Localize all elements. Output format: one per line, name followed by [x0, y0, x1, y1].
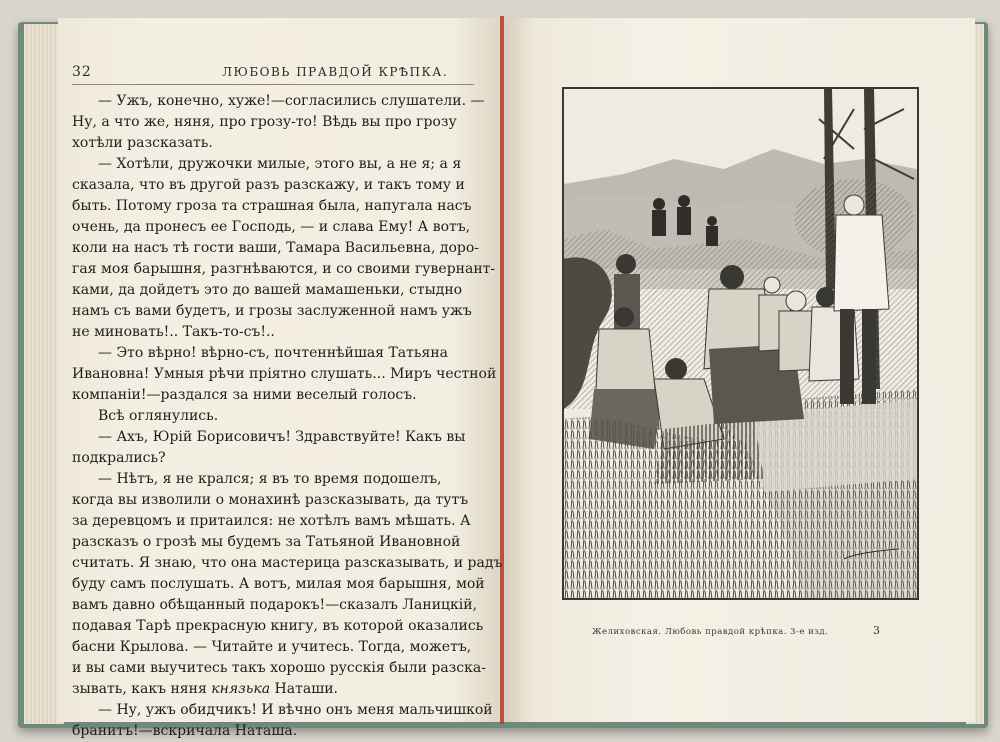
text-line: [72, 175, 474, 196]
text-line-emphasis: князька: [211, 681, 271, 697]
text-line: [72, 595, 478, 616]
text-line: [72, 616, 484, 637]
page-number: 32: [72, 64, 92, 80]
text-line-content: — Ужъ, конечно, хуже!—согласились слушатели. —: [98, 93, 485, 109]
text-line: [72, 532, 474, 553]
text-line-content: Ну, а что же, няня, про грозу-то! Вѣдь вы про грозу: [72, 114, 457, 130]
text-line-content: когда вы изволили о монахинѣ разсказывать, да тутъ: [72, 492, 469, 508]
text-line: [72, 427, 474, 448]
text-line: [72, 721, 474, 742]
text-line: [72, 259, 496, 280]
text-line-content: быть. Потому гроза та страшная была, напугала насъ: [72, 198, 472, 214]
text-line-content: сказала, что въ другой разъ разскажу, и такъ тому и: [72, 177, 465, 193]
text-line-content: вамъ давно обѣщанный подарокъ!—сказалъ Ланицкій,: [72, 597, 478, 613]
text-line-content: зывать, какъ няня: [72, 681, 207, 697]
spine-ribbon: [500, 16, 504, 724]
text-line-content: коли на насъ тѣ гости ваши, Тамара Васильевна, доро-: [72, 240, 480, 256]
text-line: [72, 343, 474, 364]
text-line-content: — Это вѣрно! вѣрно-съ, почтеннѣйшая Татьяна: [98, 345, 449, 361]
text-line-content: Ивановна! Умныя рѣчи пріятно слушать... Миръ честной: [72, 366, 497, 382]
illustration-plate: [562, 87, 919, 600]
body-text: [72, 91, 503, 742]
text-line-content: — Ну, ужъ обидчикъ! И вѣчно онъ меня мальчишкой: [98, 702, 493, 718]
text-line-after: Наташи.: [270, 681, 338, 697]
running-title: ЛЮБОВЬ ПРАВДОЙ КРѢПКА.: [222, 65, 449, 79]
text-line: [72, 385, 474, 406]
text-line: [72, 490, 474, 511]
text-line: [72, 280, 474, 301]
text-line-content: разсказъ о грозѣ мы будемъ за Татьяной Ивановной: [72, 534, 461, 550]
text-line-content: хотѣли разсказать.: [72, 135, 213, 151]
running-head: [72, 62, 474, 85]
text-line: [72, 700, 493, 721]
text-line-content: — Ахъ, Юрій Борисовичъ! Здравствуйте! Какъ вы: [98, 429, 466, 445]
text-line: [72, 238, 480, 259]
text-line: [72, 448, 474, 469]
plate-caption: Желиховская. Любовь правдой крѣпка. 3-е изд.: [592, 627, 829, 637]
text-line-content: и вы сами выучитесь такъ хорошо русскія были разска-: [72, 660, 486, 676]
text-line: [72, 469, 474, 490]
text-line: [72, 322, 474, 343]
text-line: [72, 406, 474, 427]
text-line-content: не миновать!.. Такъ-то-съ!..: [72, 324, 275, 340]
text-line: [72, 133, 474, 154]
text-line-content: — Нѣтъ, я не кралcя; я въ то время подошелъ,: [98, 471, 442, 487]
text-line-content: намъ съ вами будетъ, и грозы заслуженной намъ ужъ: [72, 303, 472, 319]
text-line: [72, 154, 474, 175]
text-line-content: очень, да пронесъ ее Господь, — и слава Ему! А вотъ,: [72, 219, 471, 235]
text-line: [72, 217, 474, 238]
text-line-content: ками, да дойдетъ это до вашей мамашеньки, стыдно: [72, 282, 463, 298]
text-line: [72, 574, 485, 595]
text-line: [72, 511, 474, 532]
text-line-content: — Хотѣли, дружочки милые, этого вы, а не я; а я: [98, 156, 462, 172]
text-line-content: бранитъ!—вскричала Наташа.: [72, 723, 298, 739]
text-line-content: буду самъ послушать. А вотъ, милая моя барышня, мой: [72, 576, 485, 592]
text-line-content: гая моя барышня, разгнѣваются, и со своими гувернант-: [72, 261, 496, 277]
text-line: [72, 196, 474, 217]
text-line: [72, 658, 486, 679]
text-line: [72, 364, 497, 385]
text-line-content: подавая Тарѣ прекрасную книгу, въ которой оказались: [72, 618, 484, 634]
plate-number: 3: [873, 624, 880, 637]
text-line: [72, 91, 485, 112]
text-line-content: компаніи!—раздался за ними веселый голосъ.: [72, 387, 417, 403]
text-line-content: считать. Я знаю, что она мастерица разсказывать, и радъ: [72, 555, 503, 571]
text-line: [72, 553, 503, 574]
text-line-content: басни Крылова. — Читайте и учитесь. Тогда, можетъ,: [72, 639, 472, 655]
text-line: [72, 679, 474, 700]
engraving-illustration: [564, 89, 917, 598]
text-line: [72, 301, 474, 322]
text-line-content: подкрались?: [72, 450, 166, 466]
text-line-content: за деревцомъ и притаился: не хотѣлъ вамъ мѣшать. А: [72, 513, 471, 529]
text-line: [72, 112, 474, 133]
text-line: [72, 637, 474, 658]
text-line-content: Всѣ оглянулись.: [98, 408, 219, 424]
